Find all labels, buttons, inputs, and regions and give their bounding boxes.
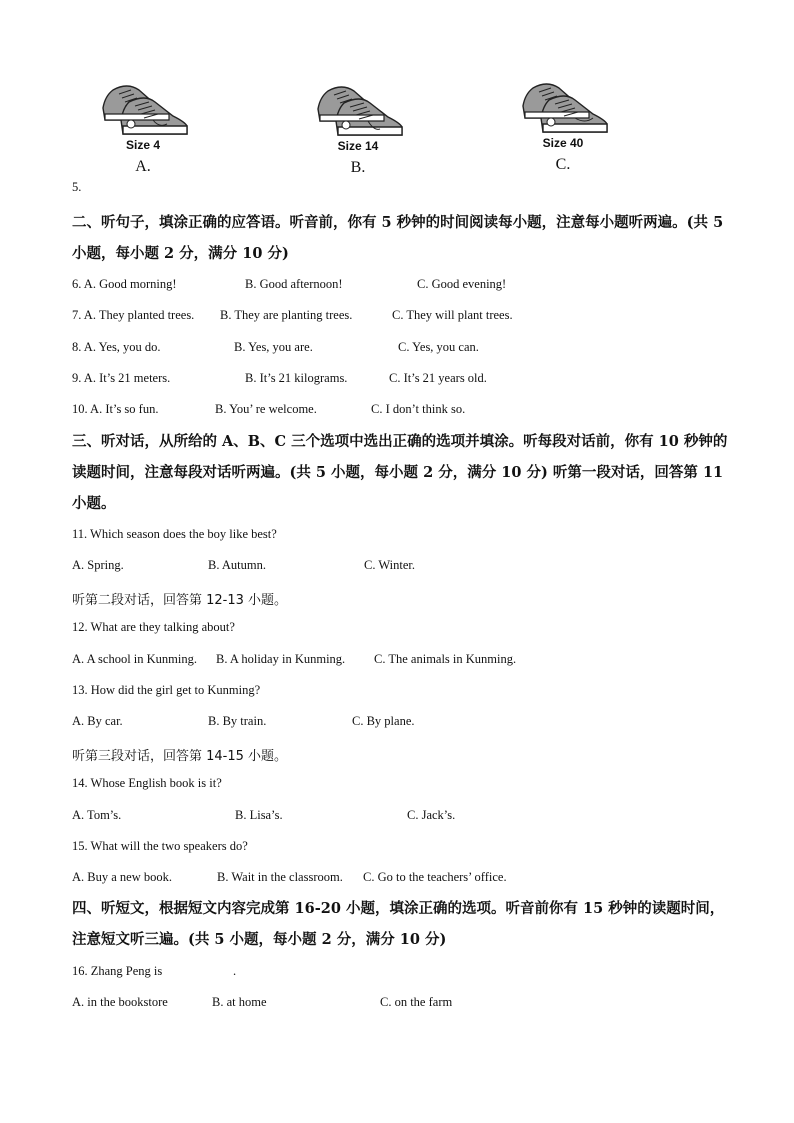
option-c: C. Good evening!	[417, 277, 507, 291]
sneakers-image	[308, 81, 408, 143]
option-b: B. A holiday in Kunming.	[216, 652, 346, 666]
option-a: A. Buy a new book.	[72, 870, 172, 884]
option-c: C. The animals in Kunming.	[374, 652, 517, 666]
option-c: C. Go to the teachers’ office.	[363, 870, 507, 884]
question-number-5: 5.	[72, 180, 82, 194]
dialogue-3-note: 听第三段对话，回答第 14-15 小题。	[72, 749, 288, 764]
section-3-heading: 三、听对话，从所给的 A、B、C 三个选项中选出正确的选项并填涂。听每段对话前，你有 10 秒钟的读题时间，注意每段对话听两遍。(共 5 小题，每小题 2 分，满分 10 分) 听第一段对话，回答第 11 小题。	[72, 433, 728, 512]
option-a: A. in the bookstore	[72, 995, 168, 1009]
question-16-stem	[72, 964, 237, 979]
question-11-stem: 11. Which season does the boy like best?	[72, 527, 277, 541]
dialogue-2-note: 听第二段对话，回答第 12-13 小题。	[72, 593, 288, 608]
size-label: Size 14	[337, 139, 379, 153]
section-2-heading: 二、听句子，填涂正确的应答语。听音前，你有 5 秒钟的时间阅读每小题，注意每小题听两遍。(共 5 小题，每小题 2 分，满分 10 分)	[72, 214, 724, 262]
option-b: B. By train.	[208, 714, 267, 728]
size-label: Size 40	[542, 136, 584, 150]
question-12-stem: 12. What are they talking about?	[72, 620, 235, 634]
question-14-stem: 14. Whose English book is it?	[72, 776, 222, 790]
option-a: 10. A. It’s so fun.	[72, 402, 159, 416]
option-a: 8. A. Yes, you do.	[72, 340, 161, 354]
option-a: 9. A. It’s 21 meters.	[72, 371, 171, 385]
shoe-option-c	[508, 78, 618, 174]
shoe-option-a	[88, 80, 198, 176]
sneakers-image	[513, 78, 613, 140]
option-c: C. Yes, you can.	[398, 340, 479, 354]
option-a: A. Tom’s.	[72, 808, 122, 822]
option-b: B. They are planting trees.	[220, 308, 353, 322]
option-b: B. It’s 21 kilograms.	[245, 371, 348, 385]
option-a: A. By car.	[72, 714, 123, 728]
answer-blank: .	[233, 964, 237, 978]
option-b: B. Wait in the classroom.	[217, 870, 343, 884]
option-b: B. Yes, you are.	[234, 340, 313, 354]
option-a: A. Spring.	[72, 558, 124, 572]
option-c: C. Jack’s.	[407, 808, 456, 822]
option-letter: B.	[350, 159, 366, 176]
option-c: C. on the farm	[380, 995, 453, 1009]
option-c: C. I don’t think so.	[371, 402, 466, 416]
option-letter: A.	[135, 158, 151, 175]
shoe-option-b	[303, 81, 413, 177]
option-b: B. Autumn.	[208, 558, 266, 572]
sneakers-image	[93, 80, 193, 142]
question-text: 16. Zhang Peng is	[72, 964, 163, 978]
section-4-heading: 四、听短文，根据短文内容完成第 16-20 小题，填涂正确的选项。听音前你有 15 秒钟的读题时间，注意短文听三遍。(共 5 小题，每小题 2 分，满分 10 分)	[72, 900, 725, 948]
option-b: B. at home	[212, 995, 267, 1009]
question-13-stem: 13. How did the girl get to Kunming?	[72, 683, 261, 697]
option-c: C. They will plant trees.	[392, 308, 513, 322]
option-b: B. You’ re welcome.	[215, 402, 317, 416]
option-a: 7. A. They planted trees.	[72, 308, 195, 322]
size-label: Size 4	[125, 138, 161, 152]
option-b: B. Good afternoon!	[245, 277, 343, 291]
option-a: 6. A. Good morning!	[72, 277, 177, 291]
option-b: B. Lisa’s.	[235, 808, 283, 822]
option-c: C. Winter.	[364, 558, 416, 572]
option-a: A. A school in Kunming.	[72, 652, 198, 666]
option-c: C. It’s 21 years old.	[389, 371, 487, 385]
question-15-stem: 15. What will the two speakers do?	[72, 839, 248, 853]
option-c: C. By plane.	[352, 714, 415, 728]
option-letter: C.	[555, 156, 571, 173]
